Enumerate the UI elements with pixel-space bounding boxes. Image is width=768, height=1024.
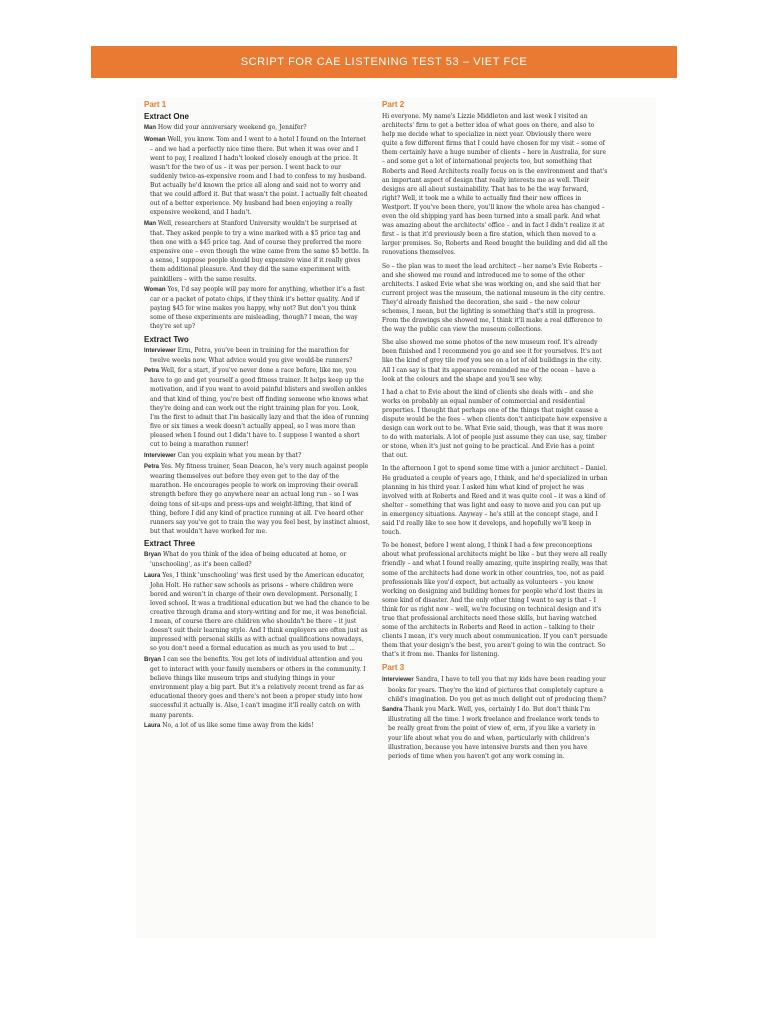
dialogue-turn	[144, 285, 370, 331]
speaker-name: Bryan	[144, 656, 162, 663]
part-1-heading: Part 1	[144, 100, 167, 109]
turn-text: Thank you Mark. Well, yes, certainly I do. But don't think I'm illustrating all the time. I work freelance and freelance work tends to be really great from the point of view of, erm, if you like a variety in your life about what you do and when, particularly with children's illustration, because you have intensive bursts and then you have periods of time when you haven't got any work coming in.	[388, 706, 600, 760]
turn-text: I can see the benefits. You get lots of individual attention and you get to interact with your family members or others in the community. I believe things like museum trips and studying things in your environment play a big part. But it's a relatively recent trend as far as educational theory goes and there's not been a proper study into how successful it actually is. Also, I can't imagine it'll really catch on with many parents.	[150, 655, 366, 719]
title-banner	[91, 46, 677, 78]
part-2-heading: Part 2	[382, 100, 405, 109]
turn-text: Yes, I'd say people will pay more for anything, whether it's a fast car or a packet of potato chips, if they think it's better quality. And if paying $45 for wine makes you happy, why not? But don't you think some of these experiments are misleading, though? I mean, the way they're set up?	[150, 286, 365, 331]
speaker-name: Woman	[144, 287, 166, 294]
turn-text: Yes, I think 'unschooling' was first used by the American educator, John Holt. He rather saw schools as prisons – where children were bored and weren't in charge of their own development. Personally, I loved school. It was a traditional education but we had the chance to be creative through drama and story-writing and for me, it was beneficial. I mean, of course there are children who shouldn't be there – it just doesn't suit their learning style. And I think employers are often just as impressed with personal skills as with actual qualifications nowadays, so you don't need a formal education as much as you used to but ...	[150, 571, 370, 653]
dialogue-turn	[144, 462, 370, 536]
speaker-name: Man	[144, 220, 156, 227]
speaker-name: Bryan	[144, 551, 162, 558]
part-3-heading: Part 3	[382, 663, 405, 673]
dialogue-turn	[144, 366, 370, 449]
extract-two-heading: Extract Two	[144, 334, 189, 344]
monologue-paragraph: So – the plan was to meet the lead architect – her name's Evie Roberts – and she showed me round and introduced me to some of the other architects. I asked Evie what she was working on, and she said that her current project was the museum, the national museum in the city centre. They'd already finished the decoration, she said – the new colour schemes, I mean, but the lighting is something that's still in progress. From the drawings she showed me, I think it'll make a real difference to the way the public can view the museum collections.	[382, 262, 606, 334]
turn-text: What do you think of the idea of being educated at home, or 'unschooling', as it's been called?	[150, 550, 347, 569]
dialogue-turn	[144, 571, 370, 654]
turn-text: Yes. My fitness trainer, Sean Deacon, he's very much against people wearing themselves out before they even get to the day of the marathon. He encourages people to work on improving their overall strength before they go anywhere near an actual long run – so I was doing tons of sit-ups and press-ups and weight-lifting, that kind of thing, before I did any kind of practice running at all. I've heard other runners say you've got to train the way you feel best, by instinct almost, but that wouldn't have worked for me.	[150, 463, 370, 535]
dialogue-turn	[144, 721, 370, 731]
turn-text: Well, researchers at Stanford University wouldn't be surprised at that. They asked people to try a wine marked with a $5 price tag and then one with a $45 price tag. And of course they preferred the more expensive one – even though the wine came from the same $5 bottle. In a sense, I suppose people should buy expensive wine if it really gives them additional pleasure. And they did the same experiment with painkillers – with the same results.	[150, 219, 369, 283]
monologue-paragraph: Hi everyone. My name's Lizzie Middleton and last week I visited an architects' firm to get a better idea of what goes on there, and also to help me decide what to specialize in next year. Obviously there were quite a few different firms that I could have chosen for my visit – some of them certainly have a huge number of clients – here in Australia, for sure – and some get a lot of international projects too, but something that Roberts and Reed Architects really focus on is the environment and that's an important aspect of design that really interests me as well. Their designs are all about sustainability. That has to be the way forward, right? Well, it took me a while to actually find their new offices in Westport. If you've been there, you'll know the whole area has changed – even the old shipping yard has been turned into a small park. And what was amazing about the architects' office – and in fact I didn't realize it at first – is that it'd previously been a fire station, which then moved to a larger premises. So, Roberts and Reed bought the building and did all the renovations themselves.	[382, 113, 608, 257]
document-title: SCRIPT FOR CAE LISTENING TEST 53 – VIET FCE	[240, 56, 528, 68]
speaker-name: Interviewer	[144, 452, 176, 459]
extract-one-heading: Extract One	[144, 112, 189, 121]
turn-text: Can you explain what you mean by that?	[177, 451, 302, 459]
script-page	[136, 98, 656, 938]
turn-text: How did your anniversary weekend go, Jennifer?	[157, 124, 307, 131]
speaker-name: Interviewer	[382, 677, 414, 684]
speaker-name: Laura	[144, 723, 161, 730]
speaker-name: Sandra	[382, 707, 403, 714]
dialogue-turn	[144, 550, 370, 569]
extract-three-heading: Extract Three	[144, 538, 196, 548]
speaker-name: Woman	[144, 136, 166, 143]
dialogue-turn	[144, 135, 370, 218]
speaker-name: Petra	[144, 464, 160, 471]
turn-text: Well, for a start, if you've never done a race before, like me, you have to go and get yourself a good fitness trainer. It helps keep up the motivation, and if you want to avoid painful blisters and swollen ankles and that kind of thing, you're best off finding someone who knows what they're doing and can work out the right training plan for you. Look, I'm the first to admit that I'm basically lazy and that the idea of running five or six times a week doesn't actually appeal, so I was more than pleased when I found out I didn't have to. I suppose I wanted a short cut to being a marathon runner!	[150, 367, 369, 448]
turn-text: Erm, Petra, you've been in training for the marathon for twelve weeks now. What advice would you give would-be runners?	[150, 346, 353, 364]
right-column	[382, 98, 608, 762]
turn-text: Well, you know. Tom and I went to a hotel I found on the Internet – and we had a perfectly nice time there. But when it was over and I went to pay, I realized I hadn't looked closely enough at the price. It wasn't for the two of us – it was per person. I went back to our suddenly twice-as-expensive room and I had to confess to my husband. But actually he'd known the price all along and said not to worry and that we could afford it. But that wasn't the point. I actually felt cheated out of a better experience. My husband had been enjoying a really expensive weekend, and I hadn't.	[150, 135, 368, 217]
turn-text: Sandra, I have to tell you that my kids have been reading your books for years. They're the kind of pictures that completely capture a child's imagination. Do you get as much delight out of producing them?	[388, 676, 607, 703]
speaker-name: Laura	[144, 572, 161, 579]
dialogue-turn	[382, 705, 608, 761]
dialogue-turn	[144, 451, 370, 461]
dialogue-turn	[144, 219, 370, 284]
monologue-paragraph: She also showed me some photos of the new museum roof. It's already been finished and I recommend you go and see it for yourselves. It's not like the kind of grey tile roof you see on a lot of old buildings in the city. All I can say is that its appearance reminded me of the ocean – have a look at the colours and the shape and you'll see why.	[382, 339, 602, 383]
dialogue-turn	[144, 655, 370, 720]
speaker-name: Interviewer	[144, 347, 176, 354]
monologue-paragraph: In the afternoon I got to spend some time with a junior architect – Daniel. He graduated a couple of years ago, I think, and he'd specialized in urban planning in his third year. I asked him what kind of project he was involved with at Roberts and Reed and it was quite cool – it was a kind of shelter – something that was light and easy to move and you can put up in emergency situations. Anyway – he's still at the concept stage, and I said I'd really like to see how it develops, and hopefully we'll keep in touch.	[382, 465, 608, 537]
speaker-name: Man	[144, 125, 156, 131]
left-column	[144, 98, 370, 733]
dialogue-turn	[144, 123, 370, 133]
monologue-paragraph: I had a chat to Evie about the kind of clients she deals with – and she works on probably an equal number of commercial and residential properties. I thought that perhaps one of the things that might cause a dispute would be the fees – when clients don't anticipate how expensive a design can work out to be. What Evie said, though, was that it was more to do with materials. A lot of people just assume they can use, say, timber or stone, when it's just not going to be practical. And Evie has a point that out.	[382, 388, 608, 460]
dialogue-turn	[144, 346, 370, 365]
speaker-name: Petra	[144, 368, 160, 375]
dialogue-turn	[382, 675, 608, 703]
monologue-paragraph: To be honest, before I went along, I think I had a few preconceptions about what professional architects might be like – but they were all really friendly – and what I found really amazing, quite inspiring really, was that some of the architects had done work in other countries, too, not as paid professionals like you'd expect, but actually as volunteers – you know working on designing and building homes for people who'd lost theirs in some kind of disaster. And the only other thing I want to say is that – I think for us right now – well, we're focusing on technical design and it's true that professional architects need those skills, but having watched some of the architects in Roberts and Reed in action – talking to their clients I mean, it's very much about communication. If you can't persuade them that your design's the best, you aren't going to win the contract. So that's it from me. Thanks for listening.	[382, 542, 608, 659]
turn-text: No, a lot of us like some time away from the kids!	[162, 722, 314, 730]
